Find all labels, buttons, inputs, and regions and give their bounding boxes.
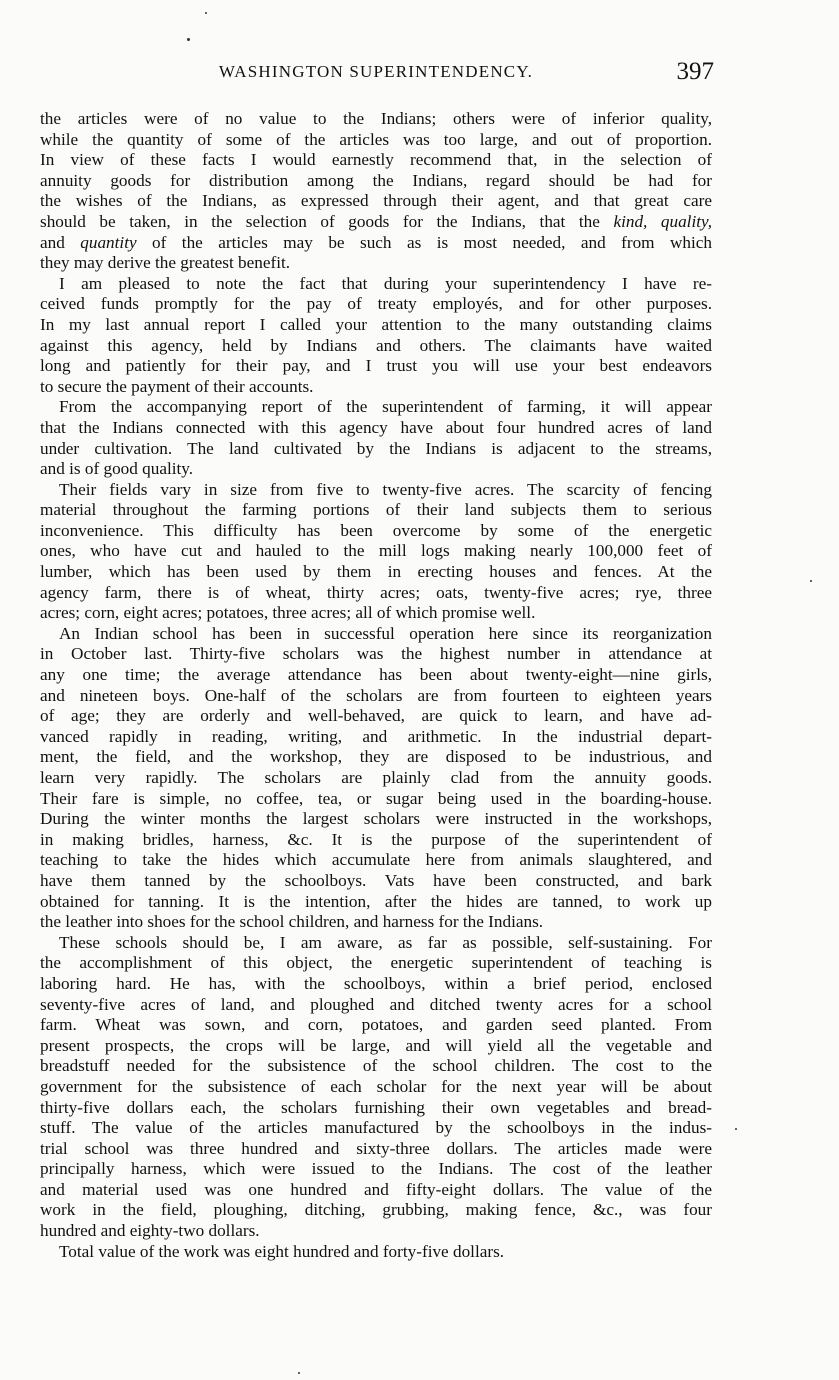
text-line: seventy-five acres of land, and ploughed and ditched twenty acres for a school [40,994,712,1014]
text-line: and material used was one hundred and fifty-eight dollars. The value of the [40,1179,712,1199]
text-line: to secure the payment of their accounts. [40,376,314,396]
paragraph [40,274,712,398]
text-line: laboring hard. He has, with the schoolboys, within a brief period, enclosed [40,973,712,993]
paragraph [40,109,712,274]
text-line: against this agency, held by Indians and others. The claimants have waited [40,335,712,355]
text-line: agency farm, there is of wheat, thirty acres; oats, twenty-five acres; rye, three [40,582,712,602]
text-line: while the quantity of some of the articles was too large, and out of proportion. [40,129,712,149]
text-line: and quantity of the articles may be such as is most needed, and from which [40,232,712,252]
text-line: government for the subsistence of each scholar for the next year will be about [40,1076,712,1096]
text-line: obtained for tanning. It is the intention, after the hides are tanned, to work up [40,891,712,911]
text-line: Their fields vary in size from five to twenty-five acres. The scarcity of fencing [59,479,712,499]
text-line: trial school was three hundred and sixty-three dollars. The articles made were [40,1138,712,1158]
text-line: Their fare is simple, no coffee, tea, or sugar being used in the boarding-house. [40,788,712,808]
text-line: ceived funds promptly for the pay of treaty employés, and for other purposes. [40,294,712,314]
ink-speck [187,38,190,41]
body-text [40,109,712,1262]
text-line: thirty-five dollars each, the scholars furnishing their own vegetables and bread- [40,1097,712,1117]
text-line: principally harness, which were issued to the Indians. The cost of the leather [40,1159,712,1179]
text-line: they may derive the greatest benefit. [40,253,291,273]
text-line: farm. Wheat was sown, and corn, potatoes, and garden seed planted. From [40,1015,712,1035]
ink-speck [298,1372,300,1374]
paragraph [40,397,712,479]
text-line: stuff. The value of the articles manufactured by the schoolboys in the indus- [40,1118,712,1138]
text-line: annuity goods for distribution among the Indians, regard should be had for [40,170,712,190]
paragraph [40,933,712,1242]
text-line: in making bridles, harness, &c. It is the purpose of the superintendent of [40,829,712,849]
text-line: the wishes of the Indians, as expressed through their agent, and that great care [40,191,712,211]
text-line: inconvenience. This difficulty has been overcome by some of the energetic [40,520,712,540]
text-line: work in the field, ploughing, ditching, grubbing, making fence, &c., was four [40,1200,712,1220]
text-line: have them tanned by the schoolboys. Vats have been constructed, and bark [40,870,712,890]
running-header-title: WASHINGTON SUPERINTENDENCY. [218,62,534,81]
text-line: the accomplishment of this object, the energetic superintendent of teaching is [40,953,712,973]
text-line: in October last. Thirty-five scholars was the highest number in attendance at [40,644,712,664]
paragraph [40,624,712,933]
text-line: These schools should be, I am aware, as far as possible, self-sustaining. For [59,932,712,952]
text-line: ones, who have cut and hauled to the mill logs making nearly 100,000 feet of [40,541,712,561]
text-line: present prospects, the crops will be large, and will yield all the vegetable and [40,1035,712,1055]
text-line: ment, the field, and the workshop, they are disposed to be industrious, and [40,747,712,767]
text-line: should be taken, in the selection of goods for the Indians, that the kind, quality, [40,211,712,231]
text-line: breadstuff needed for the subsistence of the school children. The cost to the [40,1056,712,1076]
running-header [40,60,712,90]
text-line: teaching to take the hides which accumulate here from animals slaughtered, and [40,850,712,870]
text-line: long and patiently for their pay, and I trust you will use your best endeavors [40,356,712,376]
paragraph [40,1242,712,1263]
text-line: vanced rapidly in reading, writing, and arithmetic. In the industrial depart- [40,726,712,746]
text-line: I am pleased to note the fact that during your superintendency I have re- [59,273,712,293]
text-line: hundred and eighty-two dollars. [40,1221,260,1241]
text-line: any one time; the average attendance has been about twenty-eight—nine girls, [40,665,712,685]
text-line: learn very rapidly. The scholars are plainly clad from the annuity goods. [40,768,712,787]
text-line: An Indian school has been in successful operation here since its reorganization [59,623,712,643]
text-line: the leather into shoes for the school children, and harness for the Indians. [40,912,544,932]
text-line: under cultivation. The land cultivated by the Indians is adjacent to the streams, [40,438,712,458]
text-line: lumber, which has been used by them in erecting houses and fences. At the [40,562,712,582]
text-line: In my last annual report I called your attention to the many outstanding claims [40,314,712,334]
ink-speck [735,1128,737,1130]
ink-speck [810,580,812,582]
text-line: During the winter months the largest scholars were instructed in the workshops, [40,809,712,829]
page-number: 397 [676,58,714,85]
text-line: From the accompanying report of the superintendent of farming, it will appear [59,397,712,417]
text-line: the articles were of no value to the Indians; others were of inferior quality, [40,109,712,128]
paragraph [40,480,712,624]
text-line: In view of these facts I would earnestly recommend that, in the selection of [40,150,712,170]
text-line: that the Indians connected with this agency have about four hundred acres of land [40,417,712,437]
text-line: acres; corn, eight acres; potatoes, three acres; all of which promise well. [40,603,536,623]
text-line: material throughout the farming portions of their land subjects them to serious [40,500,712,520]
text-line: and nineteen boys. One-half of the scholars are from fourteen to eighteen years [40,685,712,705]
text-line: of age; they are orderly and well-behaved, are quick to learn, and have ad- [40,706,712,726]
text-line: Total value of the work was eight hundred and forty-five dollars. [59,1241,505,1261]
ink-speck [205,12,207,14]
text-line: and is of good quality. [40,459,194,479]
